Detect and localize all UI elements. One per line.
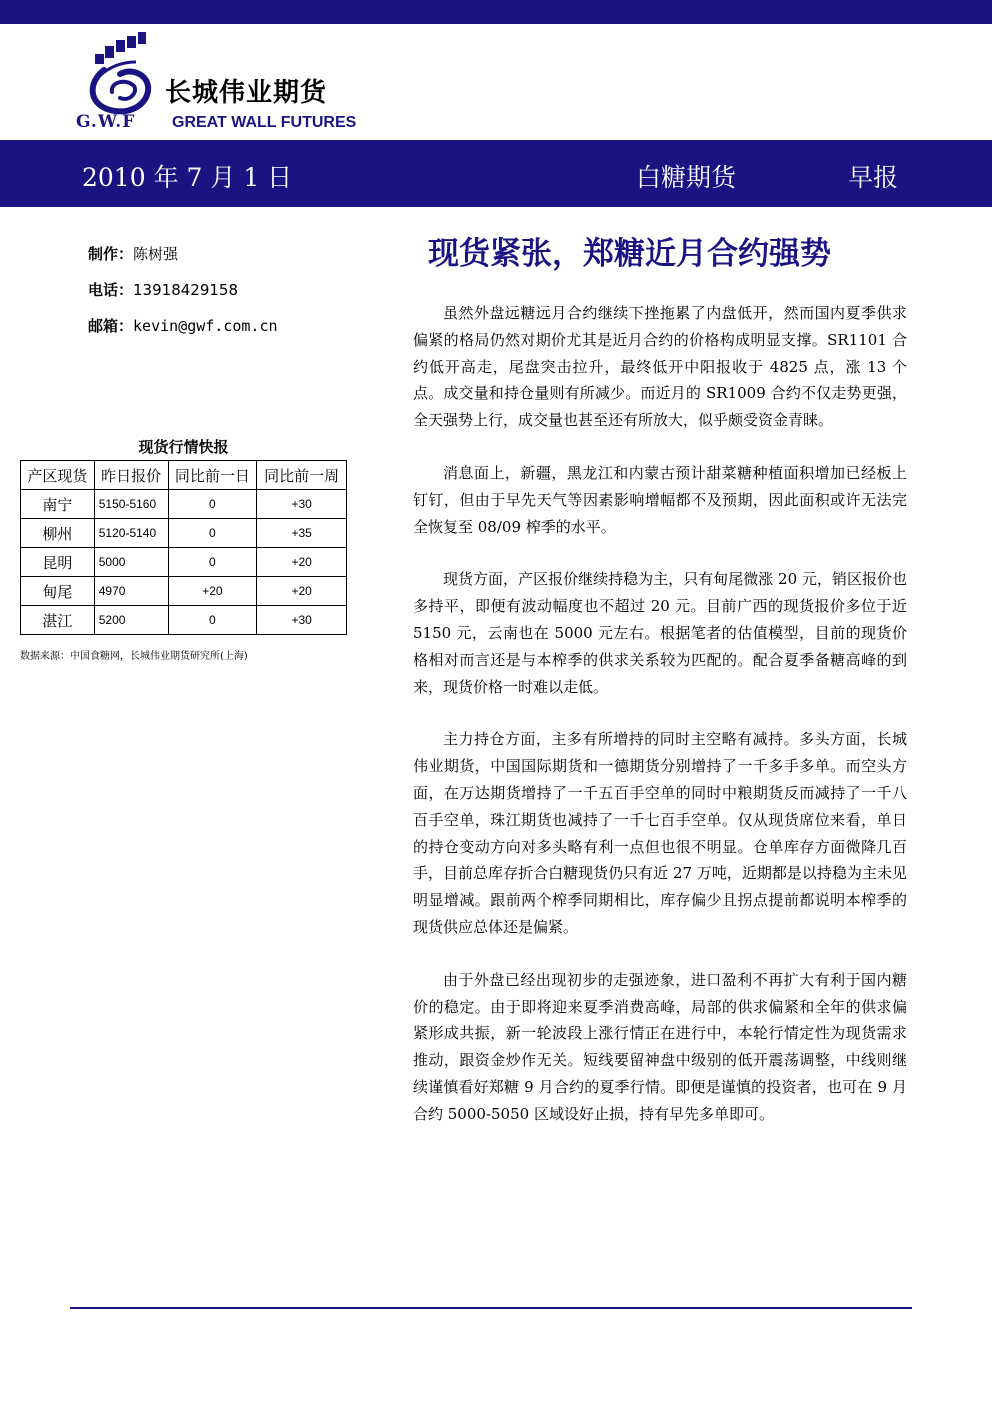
table-row: [21, 490, 347, 519]
top-color-strip: [0, 0, 992, 24]
city-cell: 甸尾: [21, 577, 95, 606]
footer-divider: [70, 1307, 912, 1309]
table-row: [21, 577, 347, 606]
phone-label: 电话：: [88, 281, 134, 299]
paragraph: 虽然外盘远糖远月合约继续下挫拖累了内盘低开，然而国内夏季供求偏紧的格局仍然对期价尤其是近月合约的价格构成明显支撑。SR1101 合约低开高走，尾盘突击拉升，最终低开中阳报收于 4825 点，涨 13 个点。成交量和持仓量则有所减少。而近月的 SR1009 合约不仅走势更强，全天强势上行，成交量也甚至还有所放大，似乎颇受资金青睐。: [413, 304, 907, 430]
data-source-note: 数据来源：中国食糖网，长城伟业期货研究所(上海): [20, 651, 248, 662]
report-category: 白糖期货: [636, 163, 737, 192]
day-change-cell: 0: [168, 490, 257, 519]
report-banner: [0, 140, 992, 207]
report-date: 2010 年 7 月 1 日: [82, 163, 293, 192]
company-name-cn: 长城伟业期货: [165, 78, 328, 108]
city-cell: 南宁: [21, 490, 95, 519]
city-cell: 湛江: [21, 606, 95, 635]
table-row: [21, 606, 347, 635]
author-email: [88, 315, 278, 336]
phone-number: 13918429158: [133, 281, 238, 299]
week-change-cell: +30: [257, 606, 347, 635]
header-cell: 产区现货: [21, 461, 95, 490]
week-change-cell: +20: [257, 548, 347, 577]
paragraph: 由于外盘已经出现初步的走强迹象，进口盈利不再扩大有利于国内糖价的稳定。由于即将迎来夏季消费高峰，局部的供求偏紧和全年的供求偏紧形成共振，新一轮波段上涨行情正在进行中，本轮行情定性为现货需求推动，跟资金炒作无关。短线要留神盘中级别的低开震荡调整，中线则继续谨慎看好郑糖 9 月合约的夏季行情。即便是谨慎的投资者，也可在 9 月合约 5000-5050 区域设好止损，持有早先多单即可。: [413, 970, 907, 1123]
email-label: 邮箱：: [88, 317, 134, 335]
company-name-en: GREAT WALL FUTURES: [172, 114, 357, 131]
header-cell: 同比前一日: [168, 461, 257, 490]
day-change-cell: 0: [168, 606, 257, 635]
maker-label: 制作：: [88, 245, 134, 263]
author-phone: [88, 279, 238, 300]
spot-price-table: [20, 460, 347, 635]
email-address: kevin@gwf.com.cn: [133, 317, 278, 335]
company-abbr: G.W.F: [76, 112, 136, 132]
maker-name: 陈树强: [133, 245, 179, 263]
price-cell: 4970: [94, 577, 168, 606]
table-row: [21, 548, 347, 577]
price-cell: 5120-5140: [94, 519, 168, 548]
report-type: 早报: [848, 163, 899, 192]
paragraph: 主力持仓方面，主多有所增持的同时主空略有减持。多头方面，长城伟业期货，中国国际期货和一德期货分别增持了一千多手多单。而空头方面，在万达期货增持了一千五百手空单的同时中粮期货反而减持了一千八百手空单，珠江期货也减持了一千七百手空单。仅从现货席位来看，单日的持仓变动方向对多头略有利一点但也很不明显。仓单库存方面微降几百手，目前总库存折合白糖现货仍只有近 27 万吨，近期都是以持稳为主未见明显增减。跟前两个榨季同期相比，库存偏少且拐点提前都说明本榨季的现货供应总体还是偏紧。: [413, 730, 907, 936]
week-change-cell: +30: [257, 490, 347, 519]
price-cell: 5000: [94, 548, 168, 577]
table-row: [21, 519, 347, 548]
author-maker: [88, 243, 178, 264]
article-body: [413, 300, 907, 1154]
week-change-cell: +35: [257, 519, 347, 548]
city-cell: 柳州: [21, 519, 95, 548]
paragraph: 现货方面，产区报价继续持稳为主，只有甸尾微涨 20 元，销区报价也多持平，即便有波动幅度也不超过 20 元。目前广西的现货报价多位于近 5150 元，云南也在 5000 元左右。根据笔者的估值模型，目前的现货价格相对而言还是与本榨季的供求关系较为匹配的。配合夏季备糖高峰的到来，现货价格一时难以走低。: [413, 570, 907, 696]
week-change-cell: +20: [257, 577, 347, 606]
header-cell: 昨日报价: [94, 461, 168, 490]
day-change-cell: 0: [168, 548, 257, 577]
headline: 现货紧张，郑糖近月合约强势: [428, 236, 831, 272]
day-change-cell: +20: [168, 577, 257, 606]
spot-table-title: 现货行情快报: [138, 438, 229, 456]
header-cell: 同比前一周: [257, 461, 347, 490]
price-cell: 5150-5160: [94, 490, 168, 519]
price-cell: 5200: [94, 606, 168, 635]
day-change-cell: 0: [168, 519, 257, 548]
paragraph: 消息面上，新疆，黑龙江和内蒙古预计甜菜糖种植面积增加已经板上钉钉，但由于早先天气等因素影响增幅都不及预期，因此面积或许无法完全恢复至 08/09 榨季的水平。: [413, 463, 907, 536]
city-cell: 昆明: [21, 548, 95, 577]
table-header-row: [21, 461, 347, 490]
